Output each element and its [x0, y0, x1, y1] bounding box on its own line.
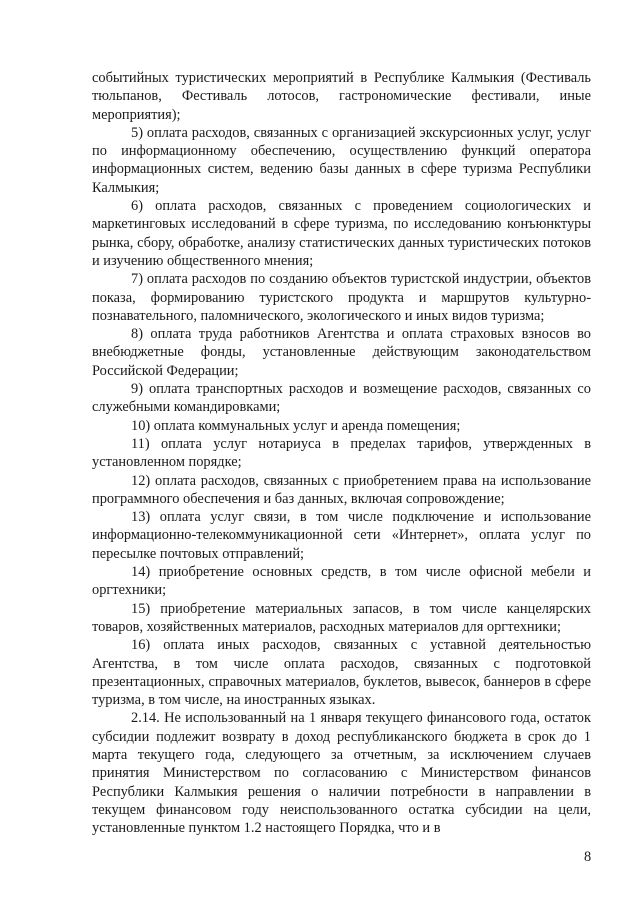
paragraph-item-14: 14) приобретение основных средств, в том числе офисной мебели и оргтехники;	[92, 564, 591, 599]
paragraph-item-5: 5) оплата расходов, связанных с организацией экскурсионных услуг, услуг по информационному обеспечению, осуществлению функций оператора информационных систем, ведению базы данных в сфере туризма Республики Калмыкия;	[92, 124, 591, 196]
paragraph-item-8: 8) оплата труда работников Агентства и оплата страховых взносов во внебюджетные фонды, установленные действующим законодательством Российской Федерации;	[92, 326, 591, 379]
paragraph-item-6: 6) оплата расходов, связанных с проведением социологических и маркетинговых исследований в сфере туризма, по исследованию конъюнктуры рынка, сбору, обработке, анализу статистических данных туристических потоков и изучению общественного мнения;	[92, 198, 591, 269]
page-number: 8	[584, 849, 592, 865]
paragraph-item-15: 15) приобретение материальных запасов, в том числе канцелярских товаров, хозяйственных материалов, расходных материалов для оргтехники;	[92, 600, 591, 635]
paragraph-section-2-14: 2.14. Не использованный на 1 января текущего финансового года, остаток субсидии подлежит возврату в доход республиканского бюджета в срок до 1 марта текущего года, следующего за отчетным, за исключением случаев принятия Министерством по согласованию с Министерством финансов Республики Калмыкия решения о наличии потребности в направлении в текущем финансовом году неиспользованного остатка субсидии на цели, установленные пунктом 1.2 настоящего Порядка, что и в	[92, 710, 591, 837]
paragraph-item-11: 11) оплата услуг нотариуса в пределах тарифов, утвержденных в установленном порядке;	[92, 435, 591, 471]
document-body	[92, 69, 591, 837]
paragraph-item-7: 7) оплата расходов по созданию объектов туристской индустрии, объектов показа, формированию туристского продукта и маршрутов культурно-познавательного, паломнического, экологического и иных видов туризма;	[92, 271, 591, 324]
paragraph-continuation: событийных туристических мероприятий в Республике Калмыкия (Фестиваль тюльпанов, Фестиваль лотосов, гастрономические фестивали, иные мероприятия);	[92, 70, 591, 123]
paragraph-item-10: 10) оплата коммунальных услуг и аренда помещения;	[131, 417, 461, 434]
paragraph-item-16: 16) оплата иных расходов, связанных с уставной деятельностью Агентства, в том числе оплата расходов, связанных с подготовкой презентационных, справочных материалов, буклетов, вывесок, баннеров в сфере туризма, в том числе, на иностранных языках.	[92, 637, 591, 709]
paragraph-item-9: 9) оплата транспортных расходов и возмещение расходов, связанных со служебными командировками;	[92, 381, 591, 416]
paragraph-item-13: 13) оплата услуг связи, в том числе подключение и использование информационно-телекоммуникационной сети «Интернет», оплата услуг по пересылке почтовых отправлений;	[92, 509, 591, 562]
paragraph-item-12: 12) оплата расходов, связанных с приобретением права на использование программного обеспечения и баз данных, включая сопровождение;	[92, 472, 591, 507]
